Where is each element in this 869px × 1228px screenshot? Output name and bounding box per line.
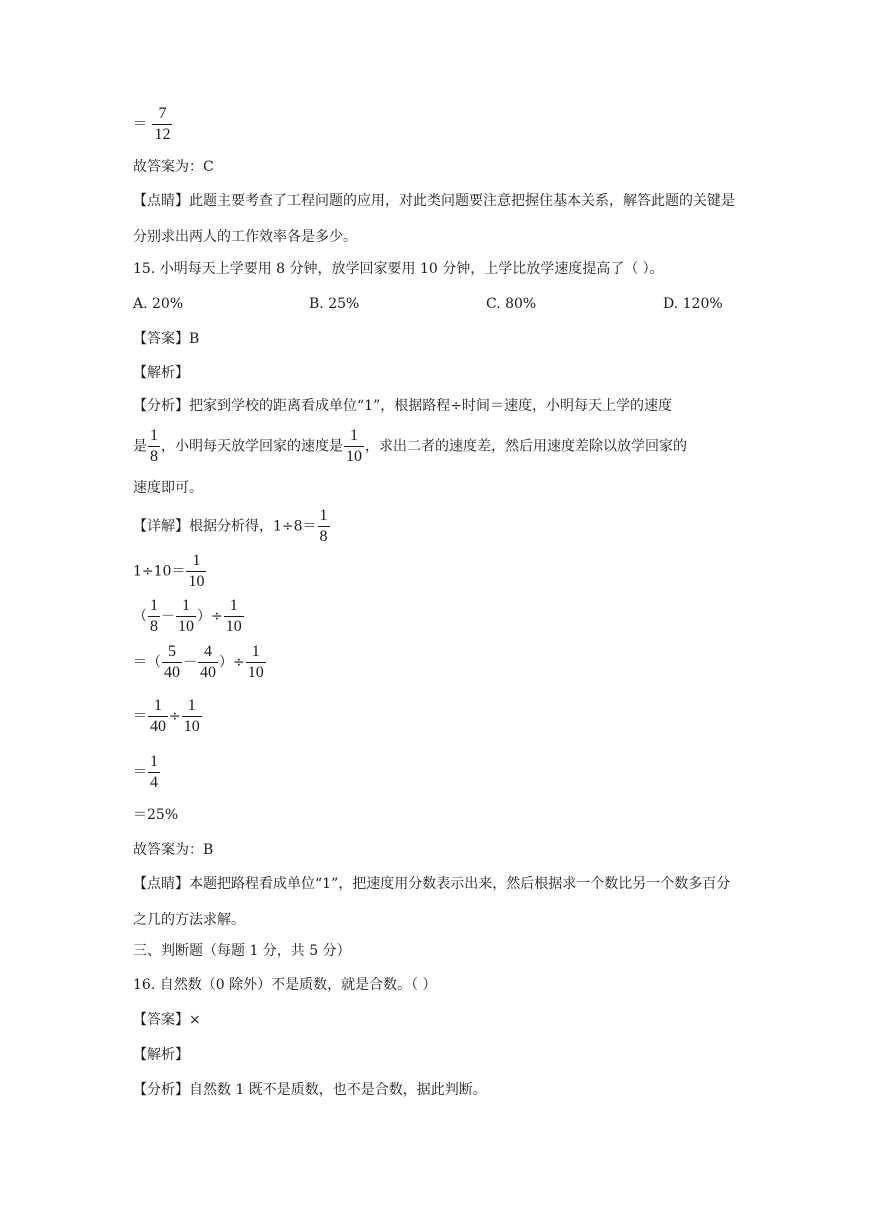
denominator: 10: [346, 448, 362, 465]
fenxi-2: 【分析】自然数 1 既不是质数，也不是合数，据此判断。: [133, 1082, 487, 1098]
question-16: 16. 自然数（0 除外）不是质数，就是合数。（ ）: [133, 977, 437, 993]
denominator: 10: [178, 618, 194, 635]
text-shi: 是: [133, 438, 147, 455]
equals-sign: ＝: [133, 116, 147, 133]
paren-right-div: ）÷: [219, 654, 245, 671]
denominator: 40: [164, 664, 180, 681]
fenxi-line-2: [133, 428, 687, 465]
xiangjie-text: 【详解】根据分析得，1÷8＝: [133, 518, 317, 535]
numerator: 1: [224, 598, 244, 617]
denominator: 4: [150, 774, 158, 791]
fraction-1-10: [224, 598, 244, 635]
numerator: 1: [148, 698, 168, 717]
fraction-1-10: [246, 644, 266, 681]
answer-16: 【答案】×: [133, 1012, 201, 1028]
fraction-1-8: [318, 508, 330, 545]
text-speed-home: ，小明每天放学回家的速度是: [161, 438, 343, 455]
dianjing-paragraph-1: 【点睛】此题主要考查了工程问题的应用，对此类问题要注意把握住基本关系，解答此题的关键是分别求出两人的工作效率各是多少。: [133, 193, 735, 245]
jiexi-heading-2: 【解析】: [133, 1047, 189, 1063]
numerator: 7: [152, 106, 172, 125]
fraction-1-8: [148, 598, 160, 635]
equals-paren: ＝（: [133, 654, 161, 671]
minus-sign: －: [161, 608, 175, 625]
fraction-1-10: [186, 553, 206, 590]
denominator: 10: [183, 718, 200, 735]
numerator: 1: [182, 698, 202, 717]
step-simplified: [133, 698, 203, 735]
answer-c: 故答案为：C: [133, 159, 214, 175]
denominator: 40: [200, 664, 216, 681]
numerator: 1: [186, 553, 206, 572]
denominator: 8: [319, 528, 328, 545]
question-15: 15. 小明每天上学要用 8 分钟，放学回家要用 10 分钟，上学比放学速度提高了（ ）。: [133, 261, 664, 277]
result-line-7-12: [133, 106, 173, 143]
denominator: 10: [225, 618, 242, 635]
answer-b: 故答案为：B: [133, 842, 214, 858]
minus-sign: －: [183, 654, 197, 671]
fraction-5-40: [162, 644, 182, 681]
fenxi-line-1: 【分析】把家到学校的距离看成单位“1”，根据路程÷时间＝速度，小明每天上学的速度: [133, 398, 672, 414]
fraction-1-10: [176, 598, 196, 635]
option-d: D. 120%: [663, 296, 723, 312]
fraction-7-12: [152, 106, 172, 143]
numerator: 1: [148, 598, 160, 617]
numerator: 1: [148, 754, 160, 773]
denominator: 10: [188, 573, 205, 590]
dianjing-paragraph-2: 【点睛】本题把路程看成单位“1”，把速度用分数表示出来，然后根据求一个数比另一个数多百分之几的方法求解。: [133, 876, 731, 928]
numerator: 1: [318, 508, 330, 527]
option-b: B. 25%: [309, 296, 360, 312]
expr-text: 1÷10＝: [133, 563, 186, 580]
equals-sign: ＝: [133, 708, 147, 725]
xiangjie-line: [133, 508, 331, 545]
paren-left: （: [133, 608, 147, 625]
denominator: 8: [150, 448, 158, 465]
fraction-1-10: [344, 428, 364, 465]
step-one-fourth: [133, 754, 161, 791]
fraction-1-10: [182, 698, 202, 735]
option-c: C. 80%: [486, 296, 537, 312]
fraction-1-4: [148, 754, 160, 791]
step-1-div-10: [133, 553, 207, 590]
jiexi-heading: 【解析】: [133, 365, 189, 381]
numerator: 1: [246, 644, 266, 663]
step-common-denominator: [133, 644, 267, 681]
denominator: 40: [150, 718, 166, 735]
step-difference: [133, 598, 245, 635]
fenxi-line-3: 速度即可。: [133, 480, 203, 496]
denominator: 8: [150, 618, 158, 635]
text-diff: ，求出二者的速度差，然后用速度差除以放学回家的: [365, 438, 687, 455]
answer-15: 【答案】B: [133, 331, 200, 347]
fraction-1-8: [148, 428, 160, 465]
denominator: 12: [154, 126, 171, 143]
numerator: 1: [344, 428, 364, 447]
paren-right-div: ）÷: [197, 608, 223, 625]
section-3-heading: 三、判断题（每题 1 分，共 5 分）: [133, 943, 351, 959]
div-sign: ÷: [169, 708, 181, 725]
fraction-1-40: [148, 698, 168, 735]
numerator: 5: [162, 644, 182, 663]
numerator: 1: [148, 428, 160, 447]
option-a: A. 20%: [133, 296, 184, 312]
fraction-4-40: [198, 644, 218, 681]
denominator: 10: [247, 664, 264, 681]
equals-sign: ＝: [133, 764, 147, 781]
step-percent: ＝25%: [133, 807, 179, 823]
numerator: 4: [198, 644, 218, 663]
numerator: 1: [176, 598, 196, 617]
